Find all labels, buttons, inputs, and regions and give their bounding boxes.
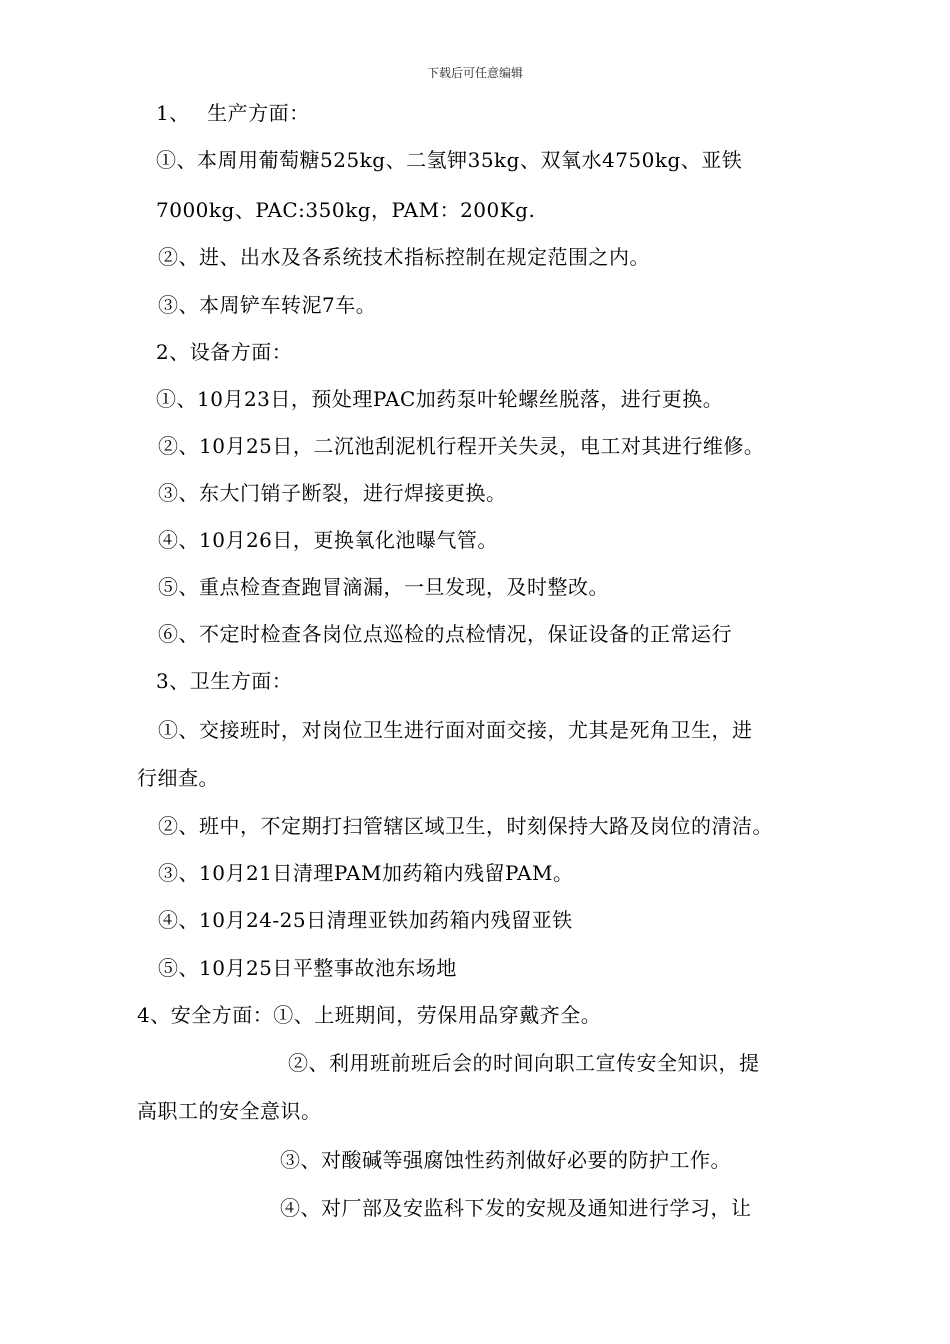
hygiene-item-4: ④、10月24-25日清理亚铁加药箱内残留亚铁 (158, 908, 573, 932)
hygiene-item-2: ②、班中，不定期打扫管辖区域卫生，时刻保持大路及岗位的清洁。 (158, 814, 773, 838)
production-item-1-line-2: 7000kg、PAC:350kg，PAM：200Kg. (156, 198, 536, 222)
production-item-2: ②、进、出水及各系统技术指标控制在规定范围之内。 (158, 245, 650, 269)
hygiene-item-1-line-1: ①、交接班时，对岗位卫生进行面对面交接，尤其是死角卫生，进 (158, 718, 753, 742)
equipment-item-5: ⑤、重点检查查跑冒滴漏，一旦发现，及时整改。 (158, 575, 609, 599)
safety-heading-item-1: 4、安全方面：①、上班期间，劳保用品穿戴齐全。 (137, 1003, 602, 1027)
safety-item-2-line-2: 高职工的安全意识。 (137, 1099, 322, 1123)
equipment-heading: 2、设备方面： (156, 340, 293, 364)
equipment-item-1: ①、10月23日，预处理PAC加药泵叶轮螺丝脱落，进行更换。 (156, 387, 724, 411)
safety-item-4-line-1: ④、对厂部及安监科下发的安规及通知进行学习，让 (280, 1196, 752, 1220)
hygiene-item-3: ③、10月21日清理PAM加药箱内残留PAM。 (158, 861, 574, 885)
production-item-1-line-1: ①、本周用葡萄糖525kg、二氢钾35kg、双氧水4750kg、亚铁 (156, 148, 743, 172)
equipment-item-4: ④、10月26日，更换氧化池曝气管。 (158, 528, 498, 552)
equipment-item-2: ②、10月25日，二沉池刮泥机行程开关失灵，电工对其进行维修。 (158, 434, 765, 458)
production-item-3: ③、本周铲车转泥7车。 (158, 293, 377, 317)
hygiene-heading: 3、卫生方面： (156, 669, 293, 693)
safety-item-2-line-1: ②、利用班前班后会的时间向职工宣传安全知识，提 (288, 1051, 760, 1075)
hygiene-item-5: ⑤、10月25日平整事故池东场地 (158, 956, 457, 980)
safety-item-3: ③、对酸碱等强腐蚀性药剂做好必要的防护工作。 (280, 1148, 731, 1172)
production-heading: 1、 生产方面： (156, 101, 310, 125)
equipment-item-3: ③、东大门销子断裂，进行焊接更换。 (158, 481, 507, 505)
equipment-item-6: ⑥、不定时检查各岗位点巡检的点检情况，保证设备的正常运行 (158, 622, 732, 646)
hygiene-item-1-line-2: 行细查。 (137, 766, 219, 790)
page-header: 下载后可任意编辑 (426, 66, 523, 80)
